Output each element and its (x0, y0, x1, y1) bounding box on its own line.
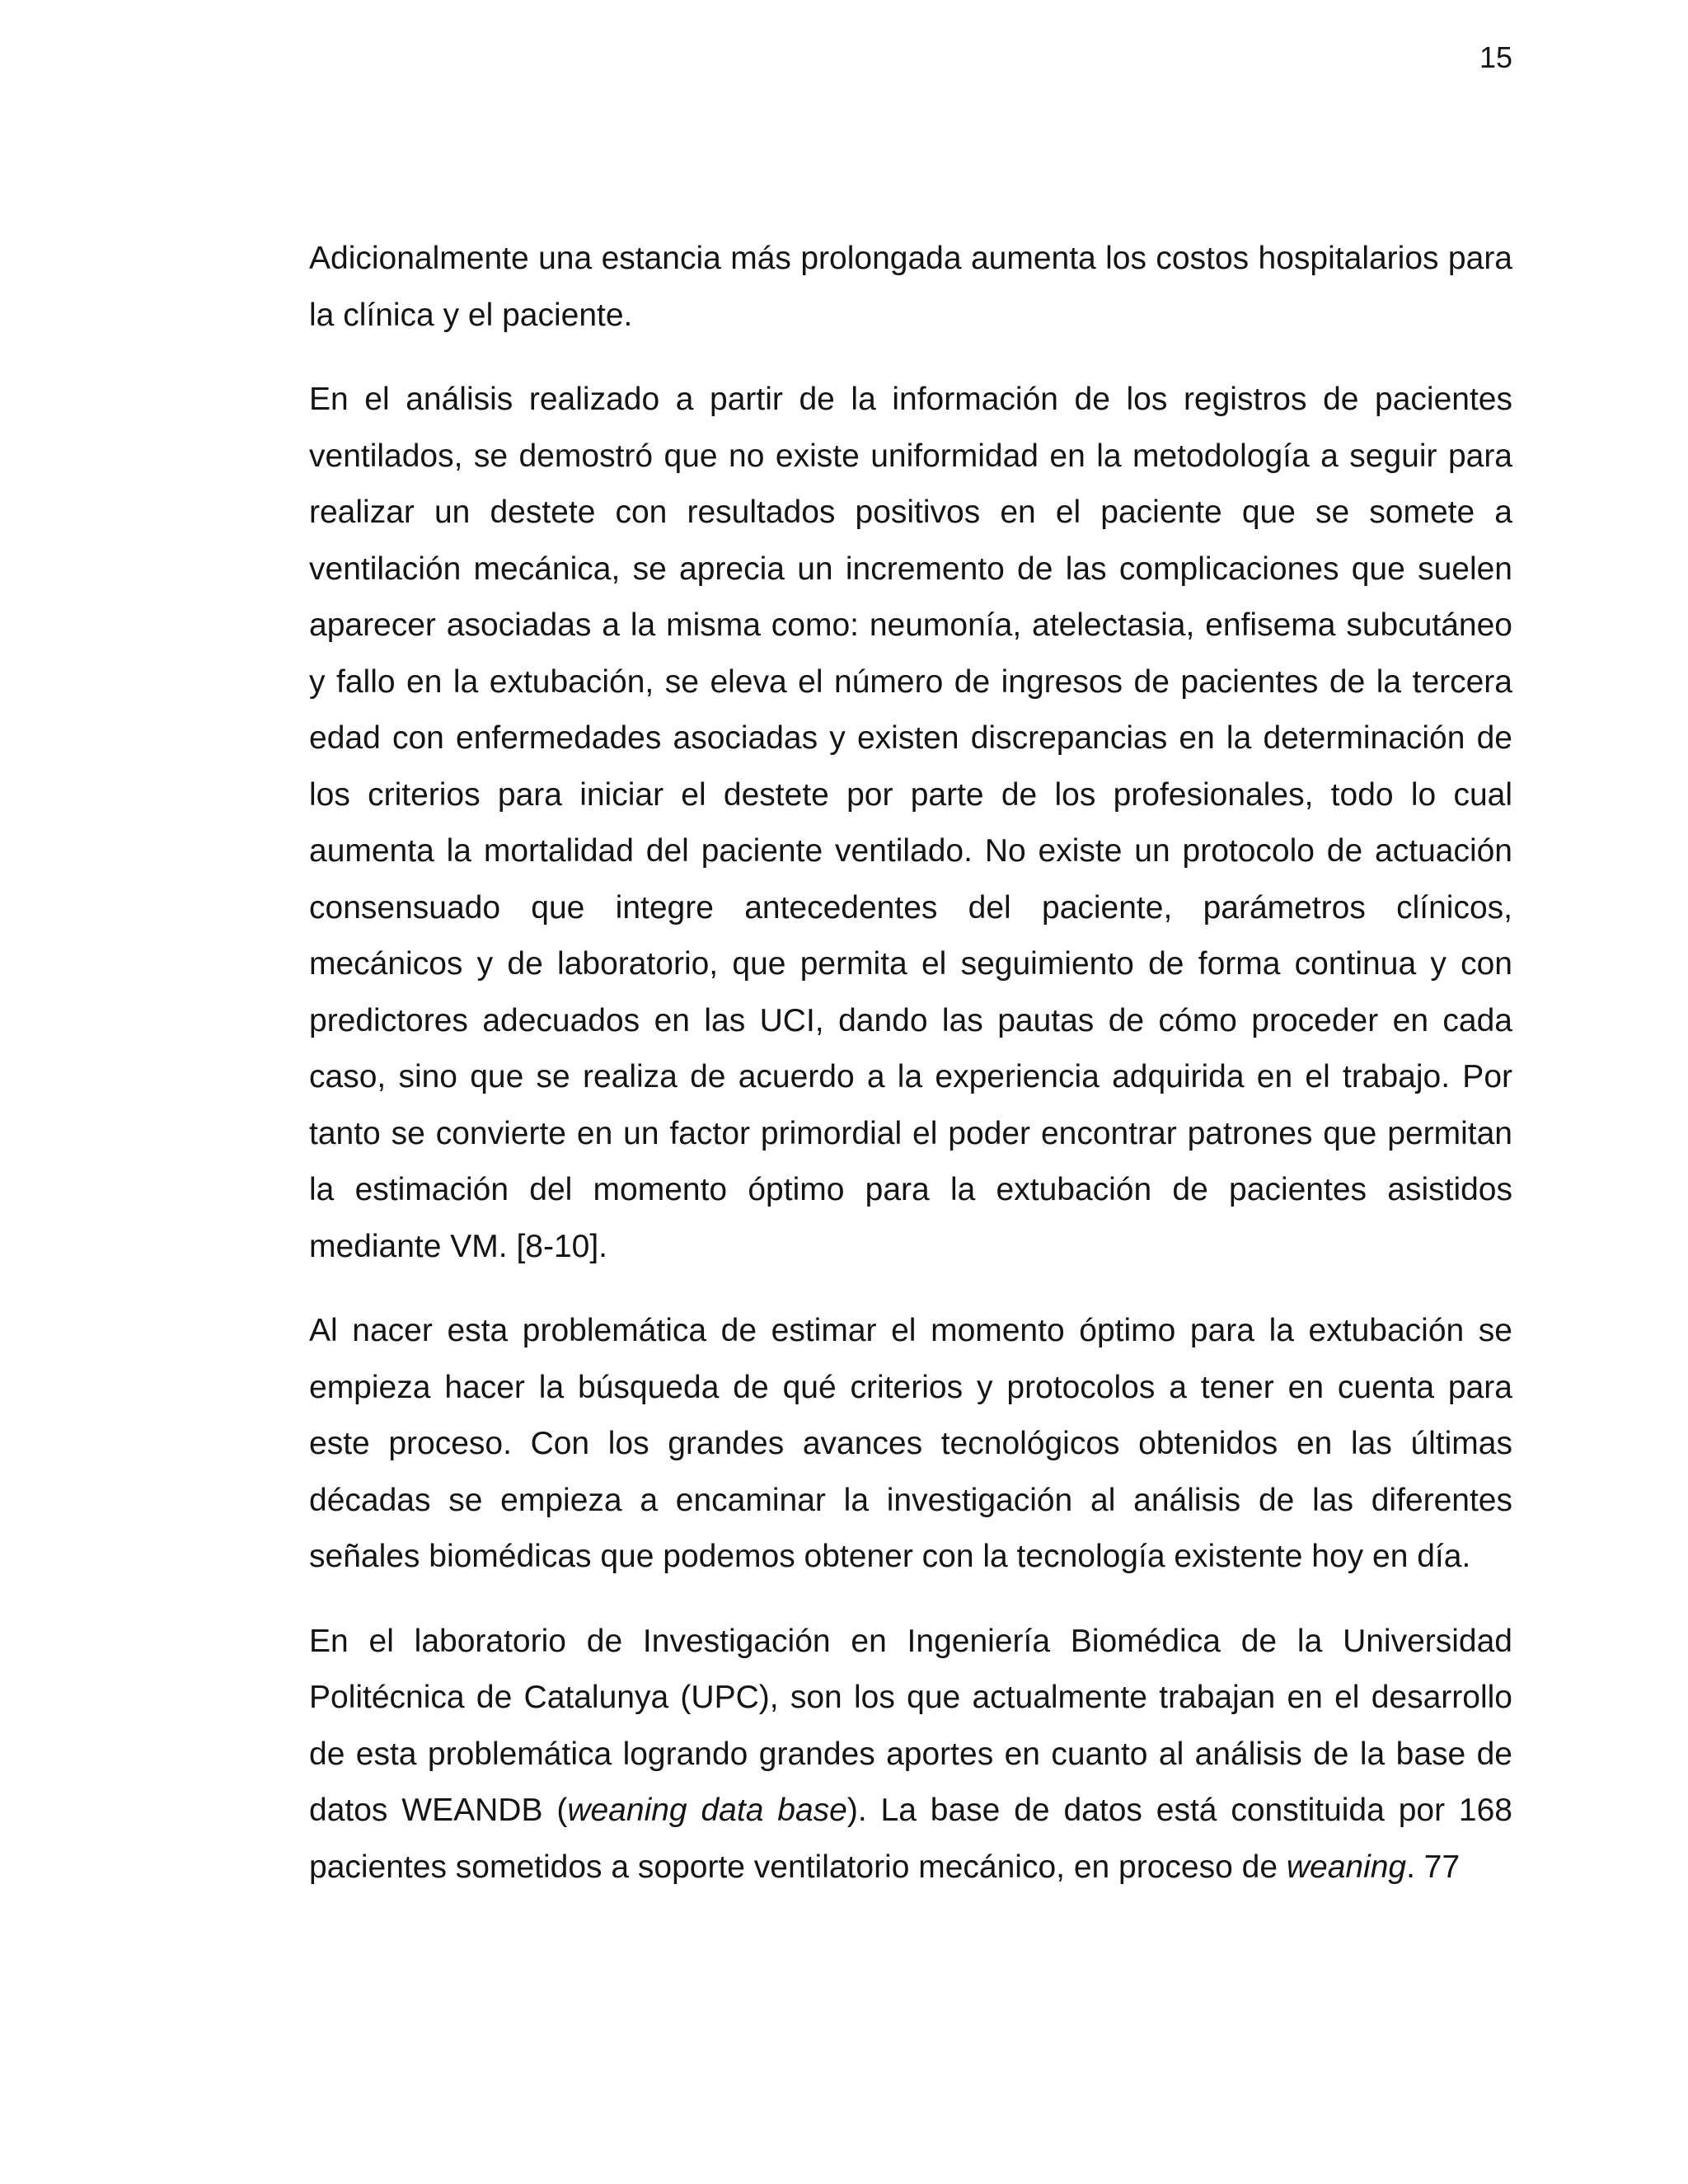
paragraph-4 (309, 1614, 1512, 1896)
paragraph-4-italic-term-2: weaning (1286, 1849, 1407, 1885)
paragraph-1: Adicionalmente una estancia más prolongada aumenta los costos hospitalarios para la clínica y el paciente. (309, 241, 1512, 333)
body-text (309, 231, 1512, 1896)
paragraph-2: En el análisis realizado a partir de la información de los registros de pacientes ventilados, se demostró que no existe uniformidad en la metodología a seguir para realizar un destete con resultados positivos en el paciente que se somete a ventilación mecánica, se aprecia un incremento de las complicaciones que suelen aparecer asociadas a la misma como: neumonía, atelectasia, enfisema subcutáneo y fallo en la extubación, se eleva el número de ingresos de pacientes de la tercera edad con enfermedades asociadas y existen discrepancias en la determinación de los criterios para iniciar el destete por parte de los profesionales, todo lo cual aumenta la mortalidad del paciente ventilado. No existe un protocolo de actuación consensuado que integre antecedentes del paciente, parámetros clínicos, mecánicos y de laboratorio, que permita el seguimiento de forma continua y con predictores adecuados en las UCI, dando las pautas de cómo proceder en cada caso, sino que se realiza de acuerdo a la experiencia adquirida en el trabajo. Por tanto se convierte en un factor primordial el poder encontrar patrones que permitan la estimación del momento óptimo para la extubación de pacientes asistidos mediante VM. [8-10]. (309, 382, 1512, 1264)
paragraph-4-text-3: . 77 (1406, 1849, 1461, 1885)
paragraph-3: Al nacer esta problemática de estimar el momento óptimo para la extubación se empieza hacer la búsqueda de qué criterios y protocolos a tener en cuenta para este proceso. Con los grandes avances tecnológicos obtenidos en las últimas décadas se empieza a encaminar la investigación al análisis de las diferentes señales biomédicas que podemos obtener con la tecnología existente hoy en día. (309, 1313, 1512, 1574)
paragraph-4-italic-term-1: weaning data base (567, 1793, 847, 1828)
paragraph-4-text-1: En el laboratorio de Investigación en Ingeniería Biomédica de la Universidad Politécnica de Catalunya (UPC), son los que actualmente trabajan en el desarrollo de esta problemática logrando grandes aportes en cuanto al análisis de la base de datos WEANDB ( (309, 1623, 1512, 1828)
paragraph-4-text-2: ). La base de datos está constituida por 168 pacientes sometidos a soporte ventilatorio mecánico, en proceso de (309, 1793, 1512, 1885)
page-number: 15 (1479, 40, 1512, 74)
